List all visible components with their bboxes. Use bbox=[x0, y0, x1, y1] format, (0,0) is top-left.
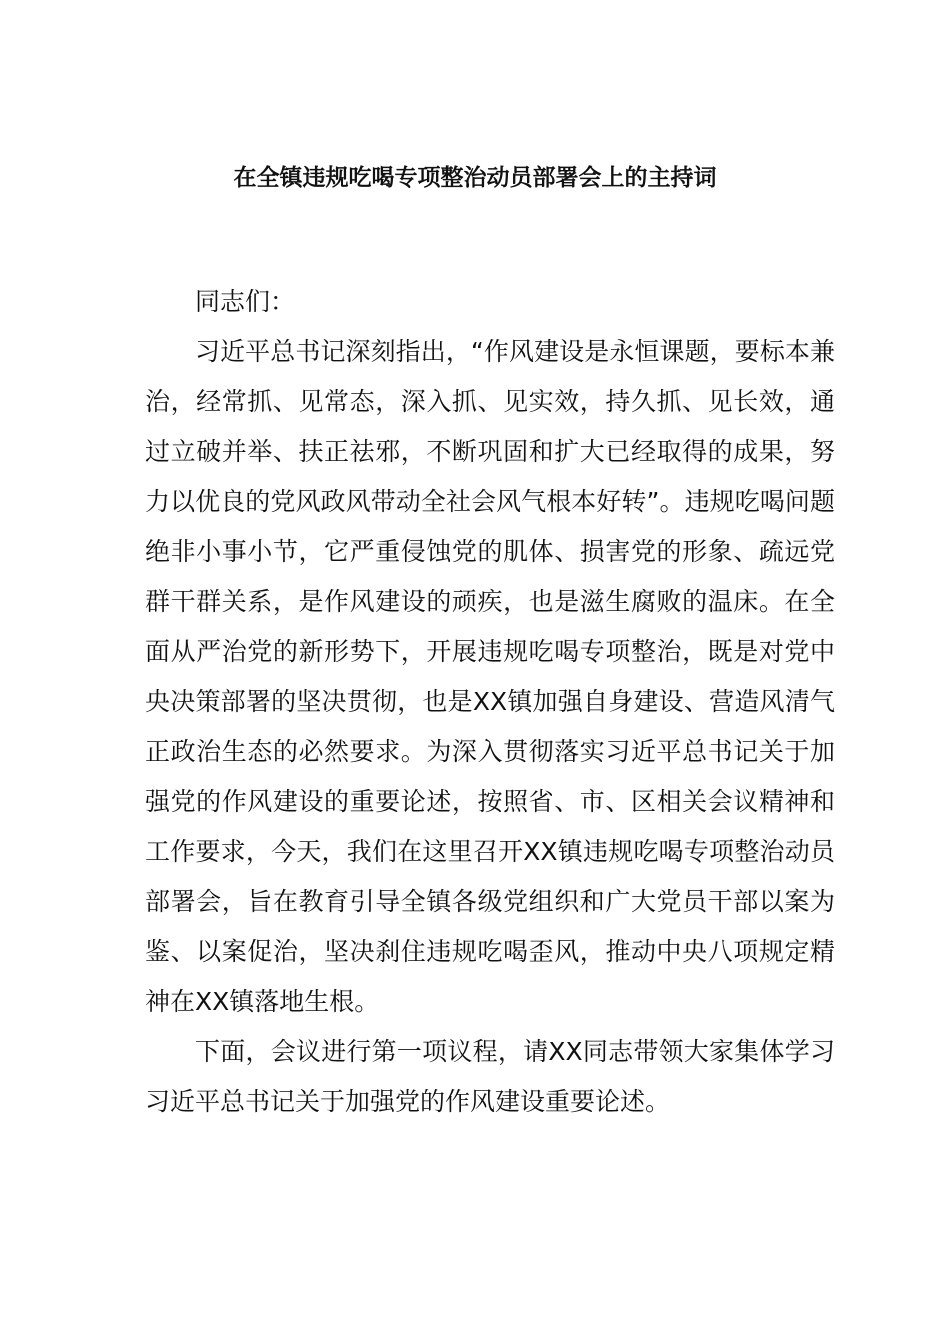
salutation-paragraph: 同志们： bbox=[195, 287, 296, 316]
document-body bbox=[145, 277, 835, 1127]
document-title: 在全镇违规吃喝专项整治动员部署会上的主持词 bbox=[233, 165, 717, 191]
body-paragraph: 习近平总书记深刻指出，“作风建设是永恒课题，要标本兼治，经常抓、见常态，深入抓、见实效，持久抓、见长效，通过立破并举、扶正祛邪，不断巩固和扩大已经取得的成果，努力以优良的党风政风带动全社会风气根本好转”。违规吃喝问题绝非小事小节，它严重侵蚀党的肌体、损害党的形象、疏远党群干群关系，是作风建设的顽疾，也是滋生腐败的温床。在全面从严治党的新形势下，开展违规吃喝专项整治，既是对党中央决策部署的坚决贯彻，也是XX镇加强自身建设、营造风清气正政治生态的必然要求。为深入贯彻落实习近平总书记关于加强党的作风建设的重要论述，按照省、市、区相关会议精神和工作要求，今天，我们在这里召开XX镇违规吃喝专项整治动员部署会，旨在教育引导全镇各级党组织和广大党员干部以案为鉴、以案促治，坚决刹住违规吃喝歪风，推动中央八项规定精神在XX镇落地生根。 bbox=[145, 337, 835, 1016]
agenda-paragraph: 下面，会议进行第一项议程，请XX同志带领大家集体学习习近平总书记关于加强党的作风建设重要论述。 bbox=[145, 1037, 835, 1116]
